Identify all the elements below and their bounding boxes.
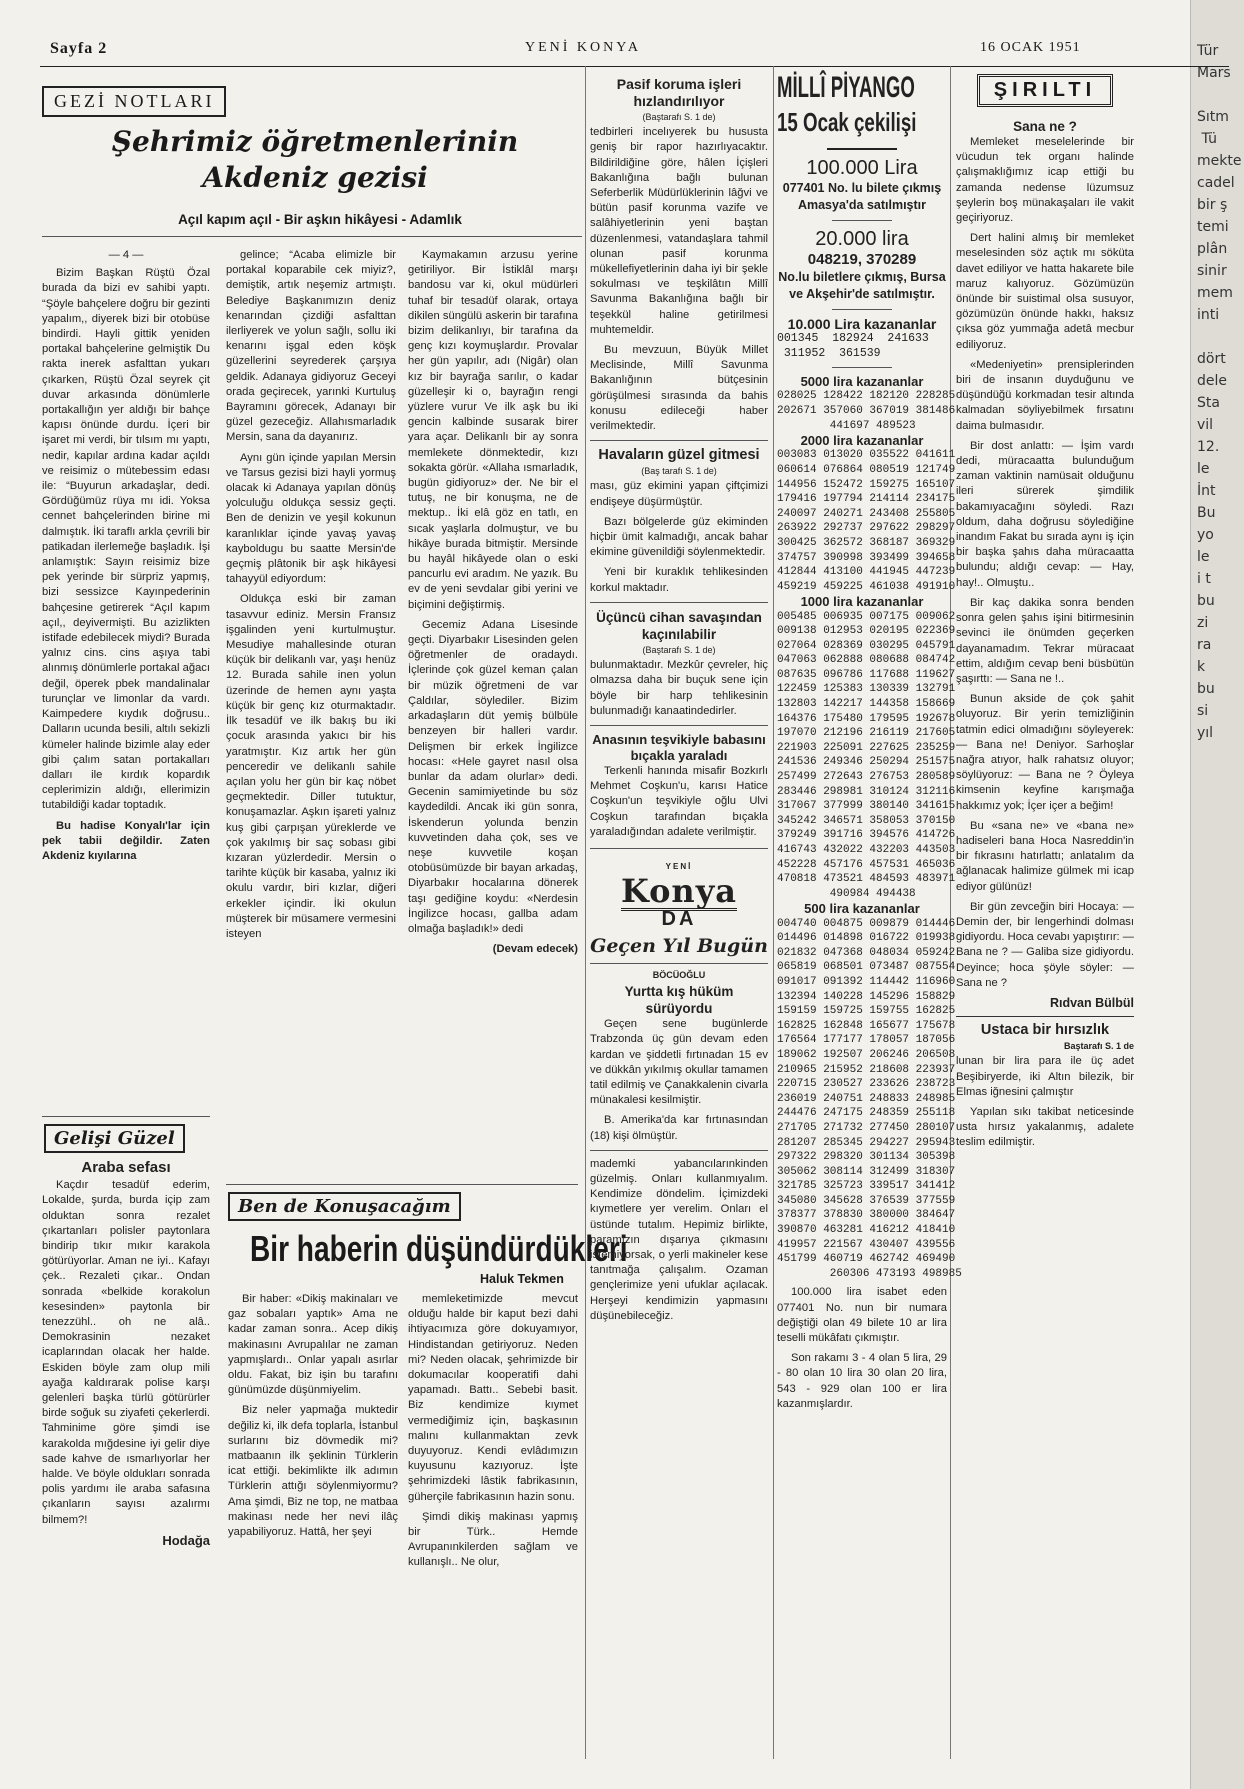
piyango-note: Son rakamı 3 - 4 olan 5 lira, 29 - 80 olan 10 lira 30 olan 20 lira, 543 - 929 olan 100 er lira kazanmışlardır.	[777, 1352, 947, 1410]
prize-500-numbers: 004740 004875 009879 014446 014496 014898 016722 019938 021832 047368 048034 059242 065819 068501 073487 087554 091017 091392 114442 116960 132394 140228 145296 158829 159159 159725 159755 162825 162825 162848 165677 175678 176564 177177 178057 187056 189062 192507 206246 206508 210965 215952 218608 223937 220715 230527 233626 238723 236019 240751 248833 248985 244476 247175 248359 255118 271705 271732 277450 280107 281207 285345 294227 295943 297322 298320 301134 305398 305062 308114 312499 318307 321785 325723 339517 341412 345080 345628 376539 377559 378377 378830 380000 384647 390870 463281 416212 418410 419957 221567 430407 439556 451799 460719 462742 469490 260306 473193 498985	[777, 917, 962, 1280]
issue-date: 16 OCAK 1951	[980, 40, 1081, 55]
section-rule	[42, 1116, 210, 1117]
section-rule	[827, 148, 897, 150]
sirilti-text: «Medeniyetin» prensiplerinden biri de insanın duyduğunu ve düşündüğü korkmadan tesir altında kalmadan söyliyebilmek fırsatını daima bulmasıdır.	[956, 358, 1134, 432]
ucuncu-title: Üçüncü cihan savaşından kaçınılabilir	[596, 609, 762, 642]
gelisi-title: Araba sefası	[81, 1159, 171, 1176]
bende-text: Bir haber: «Dikiş makinaları ve gaz sobaları yaptık» Ama ne kadar zaman sonra.. Acep dikiş makinasını Avrupalılar ne zaman yapmışlardı.. Onlar yapalı asırlar oldu. Fakat, biz işin bu tarafını günümüzde düşünmiyelim.	[228, 1293, 398, 1397]
prize-20000-text: No.lu biletlere çıkmış, Bursa ve Akşehir'de satılmıştır.	[778, 270, 946, 301]
sirilti-text: Memleket meselelerinde bir vücudun tek organı halinde çalışmaklığımız icap ettiği bu zamanda nedense lüzumsuz şeylerin boş münakaşaları ile vakit geçiriyoruz.	[956, 136, 1134, 225]
bende-author: Haluk Tekmen	[480, 1272, 564, 1286]
prize-100000: 100.000 Lira	[806, 157, 918, 179]
section-rule	[590, 725, 768, 726]
ustaca-text: Yapılan sıkı takibat neticesinde usta hırsız yakalanmış, adalete teslim edilmiştir.	[956, 1105, 1134, 1149]
sirilti-text: Bir kaç dakika sonra benden sonra gelen şahıs işini bitirmesinin sevinci ile önümden geçerken dayanamadım. Tekrar müracaat ettim, aldığım cevap beni büsbütün şaşırttı: — Sana ne !..	[956, 596, 1134, 685]
gezi-text: Bu hadise Konyalı'lar için pek tabii değildir. Zaten Akdeniz kıyılarına	[42, 819, 210, 862]
gezi-text: gelince; “Acaba elimizle bir portakal koparabile cek miyiz?, demiştik, artık neşemiz artmıştı. Belediye Başkanımızın deniz kenarından çizdiği asfalttan ilerliyerek ve yolun sağlı, sollu iki kenarını işgal eden köşk güzellerini seyrederek çarşıya geldik. Adanaya gidiyoruz Geceyi orada geçirecek, yarınki Kurtuluş Bayramını görecek, Adanayı bir güzel gezeceğiz. Allahısmarladık Mersin, sana da dayanırız.	[226, 249, 396, 444]
hava-text: Bazı bölgelerde güz ekiminden hiçbir ümit kalmadığı, ancak bahar ekimine güvenildiği söylenmektedir.	[590, 515, 768, 559]
konya-logo	[590, 859, 768, 911]
hava-continued: (Baş tarafı S. 1 de)	[641, 466, 717, 477]
header-rule	[40, 66, 1229, 67]
sirilti-text: Dert halini almış bir memleket meselesinden söz açtık mı söküta davet ediliyor ve hatta hakarete bile maruz kalıyoruz. Gözümüzün önünde bir suistimal olsa susuyor, gözümüzün önünde hakkı, haksız çıksa göz yummağa adetâ mecbur ediliyoruz.	[956, 232, 1134, 351]
ustaca-title: Ustaca bir hırsızlık	[980, 1022, 1110, 1039]
anasi-title: Anasının teşvikiyle babasını bıçakla yaraladı	[592, 731, 766, 763]
prize-100000-text: 077401 No. lu bilete çıkmış Amasya'da satılmıştır	[782, 181, 942, 212]
news-column-4	[590, 76, 768, 1329]
ucuncu-continued: (Baştarafı S. 1 de)	[642, 644, 716, 655]
gezi-part-number: — 4 —	[108, 249, 144, 261]
section-rule	[832, 309, 892, 310]
bende-column-1	[228, 1292, 398, 1545]
sirilti-text: Bunun akside de çok şahit oluyoruz. Bir yerin temizliğinin tatmin edici olmadığını söyleyerek: — Bana ne! Deniyor. Sarhoşlar nağra atıyor, halk rahatsız oluyor; söylüyoruz: — Bana ne ? Öyleya kimsenin keyfine karışmağa hakkımız yok; İçer içer a beğim!	[956, 693, 1134, 812]
gezi-headline	[60, 124, 570, 196]
section-rule	[590, 602, 768, 603]
piyango-note: 100.000 lira isabet eden 077401 No. nun bir numara değiştiği olan 49 bilete 10 ar lira teselli mükâfatı çıkmıştır.	[777, 1286, 947, 1345]
prize-500: 500 lira kazananlar	[804, 901, 920, 917]
yurtta-title: Yurtta kış hüküm sürüyordu	[624, 984, 734, 1017]
piyango-subtitle: 15 Ocak çekilişi	[777, 107, 917, 137]
section-rule	[832, 367, 892, 368]
sirilti-title: Sana ne ?	[1013, 119, 1077, 134]
prize-20000: 20.000 lira	[815, 228, 909, 250]
prize-2000-numbers: 003083 013020 035522 041611 060614 076864 080519 121749 144956 152472 159275 165107 179416 197794 214114 234175 240097 240271 243408 255805 263922 292737 297622 298297 300425 362572 368187 369329 374757 390998 393499 394658 412844 413100 441945 447239 459219 459225 461038 491910	[777, 449, 956, 593]
bende-text: Şimdi dikiş makinası yapmış bir Türk.. Hemde Avrupanınkilerden sağlam ve kullanışlı.. Ne olur,	[408, 1510, 578, 1569]
gecen-yil-title: Geçen Yıl Bugün	[590, 934, 768, 957]
gelisi-text: Kaçdır tesadüf ederim, Lokalde, şurda, burda içip zam olduktan sonra rezalet çıkartanları polisler paytonlara bindirip tıkır mıkır karakola götürüyorlar. Aman ne iyi.. Kafayı çek.. Rezaleti çıkar.. Ondan sonrada «belkide korakolun kesesinden» paytonla bir tenezzühl.. oh ne alâ.. Demokrasinin nezaket icaplarından olacak her halde. Eskiden böyle zam olup mili ayağa kaldırarak polise karşı gelenleri başka türlü götürürler birde soğuk su ziyafeti çekerlerdi. Tahminime göre şimdi ise karakolda mığdesine iyi gelir diye sade kahve de ısmarlıyorlar her halde. Ve böyle oldukları sonrada polis yardımı ile araba safasına çıkanların sayısı azalırmı bilmem?!	[42, 1179, 210, 1526]
page-header	[50, 40, 1224, 64]
piyango-title: MİLLÎ PİYANGO	[777, 71, 915, 104]
section-rule	[590, 440, 768, 441]
section-rule	[226, 1184, 578, 1185]
bende-section-box	[228, 1192, 461, 1221]
page-number: Sayfa 2	[50, 40, 108, 57]
sirilti-text: Bir dost anlattı: — İşim vardı dedi, müracaatta bulunduğum zaman vaktinin namüsait olduğunu ileri sürerek şimdilik bakamıyacağını söyledi. Razı oldum, daha doğrusu söylediğine inandım Fakat bu sırada aynı iş için bir başka şahıs daha müracaatta bulundu; aldığı cevap: — Hay, hay!.. Olmuştu..	[956, 439, 1134, 589]
gezi-text: Gecemiz Adana Lisesinde geçti. Diyarbakır Lisesinden gelen öğretmenler de oradaydı. İçlerinde çok güzel keman çalan bir müzik öğretmeni de var Çaldılar, söylediler. Bizim arkadaşların düt yemiş bülbüle benzeyen bir halleri vardır. Delişmen bir erkek İngilizce hocası: «Hele gayret nasıl olsa bunlar da adam olurlar» dedi. Gecenin samimiyetinde bu söz kaydedildi. Ancak iki gün sonra, İskenderun yolunda benzin kuvvetinden daha çok, ses ve neşe kuvvetile koşan otobüsümüzde bir bayan arkadaş, Diyarbakır hocalarına dönerek taşı gediğine koydu: «Nerdesin İngilizce hocası, gallba adam olmağa başladık!» dedi	[408, 618, 578, 935]
gezi-subtitle: Açıl kapım açıl - Bir aşkın hikâyesi - Adamlık	[178, 212, 462, 227]
bende-text: memleketimizde mevcut olduğu halde bir kaput bezi dahi ihtiyacımıza göre dokuyamıyor, Hindistandan getiriyoruz. Neden mi? Neden olacak, şehrimizde bir dokumacılar kooperatifi dahi yapamadı. Battı.. Sebebi basit. Biz kendimize kıymet vermediğimiz için, başkasının malını kullanmaktan zevk duyuyoruz. Kendi evlâdımızın kuyusunu kazıyoruz. İşte şehrimizdeki lâstik fabrikasının, güherçile fabrikasının hazin sonu.	[408, 1293, 578, 1503]
gelisi-section-box	[44, 1124, 185, 1153]
gezi-section-label: GEZİ NOTLARI	[42, 86, 226, 117]
gezi-column-2	[226, 248, 396, 947]
konya-da: DA	[661, 907, 697, 930]
adjacent-page-text: Tür Mars Sıtm Tü mekte cadel bir ş temi plân sinir mem inti dört dele Sta vil 12. le İnt Bu yo le i t bu zi ra k bu si yıl	[1197, 43, 1242, 741]
sirilti-text: Bir gün zevceğin biri Hocaya: — Demin der, bir lengerhindi dolması gidiyordu. Hoca cevabı yapıştırır: — Bana ne ? — Galiba size gidiyordu. Deyince; hoca şöyle söyler: — Sana ne ?	[956, 900, 1134, 989]
piyango-subtitle-wrap	[777, 106, 947, 140]
gelisi-column	[42, 1160, 210, 1548]
bende-headline: Bir haberin düşündürdükleri	[250, 1228, 628, 1269]
bende-column-2	[408, 1292, 578, 1576]
continued-note: (Devam edecek)	[492, 943, 578, 956]
gezi-headline-line1: Şehrimiz öğretmenlerinin	[111, 125, 519, 158]
section-rule	[956, 1016, 1134, 1017]
column-divider	[585, 66, 586, 1759]
section-rule	[832, 220, 892, 221]
hava-title: Havaların güzel gitmesi	[598, 447, 760, 464]
ustaca-continued: Baştarafı S. 1 de	[1063, 1041, 1134, 1052]
piyango-column	[777, 70, 962, 1417]
prize-2000: 2000 lira kazananlar	[800, 433, 924, 449]
hava-text: Yeni bir kuraklık tehlikesinden korkul maktadır.	[590, 566, 768, 594]
bende-section-label: Ben de Konuşacağım	[228, 1192, 461, 1221]
yurtta-text: B. Amerika'da kar fırtınasından (18) kişi ölmüştür.	[590, 1114, 768, 1142]
gezi-text: Bizim Başkan Rüştü Özal burada da bizi ev sahibi yaptı. “Şöyle bahçelere doğru bir gezinti yapalım,, diyerek bizi bir otobüse bindirdi. Hayli gittik yeniden portakal bahçelerine gelmiştik Du rakta inerek asfalttan yukarı çıkarken, Rüştü Özal seyrek çit duvar arkasında dönümlerle portakallığın yer aldığı bir bahçe kapısı önünde durdu. İçeri bir işaret mi verdi, bir tılsım mı yaptı, nedir, kapılar ardına kadar açıldı ve reisimiz o mütebessim edası ile: “Buyurun arkadaşlar, dedi. Gördüğümüz rüya mı idi. Yoksa cennet bahçelerinden birine mi dalmıştık. İki taraflı arkla çevrili bir patikadan ilerlemeğe başladık. İşi anlamıştık: Sayın reisimiz bize pek yerinde bir sürpriz yapmış, bizi sessizce Kayınpederinin bahçesine getirerek “Açıl kapım açıl,, deyivermişti. Bu azizlikten istifade edebilecek miydi? Burada yalnız cins. cins aşıya tabi alınmış dönümlerle portakal ağacı değil, öperek pbek mandalinalar turunçlar ve limonlar da vardı. Kaimpedere kıydık doğrusu.. Dalların ucunda besili, altılı sekizli kümeler halinde bizimle alay eder gibi çalım satan portakalları dalları ile kırdık kopardık ceplerimizin aldığı, ellerimizin tutabildiği kadar toptadık.	[42, 267, 210, 812]
column-divider	[773, 66, 774, 1759]
gelisi-author: Hodağa	[162, 1532, 210, 1548]
anasi-text: Terkenli hanında misafir Bozkırlı Mehmet Coşkun'u, karısı Hatice Coşkun'un teşvikiyle oğlu Ulvi Coşkun tarafından bıçakla yaraladığından adalete verilmiştir.	[590, 764, 768, 838]
section-rule	[590, 963, 768, 964]
gezi-headline-line2: Akdeniz gezisi	[202, 161, 428, 194]
gezi-text: Aynı gün içinde yapılan Mersin ve Tarsus gezisi bizi hayli yormuş olacak ki Adanaya yapılan dönüş yolculuğu oldukça sessiz geçti. Ben de denizin ve yeşil kokunun karanlıklar içinde yavaş yavaş kayboldugu bu saatte Mersin'de geçmiş plâtonik bir aşk hikâyesi tahayyül ediyordum:	[226, 451, 396, 586]
sirilti-author: Rıdvan Bülbül	[1049, 995, 1134, 1010]
konya-logo-title: Konya	[620, 872, 738, 911]
pasif-text: tedbirleri incelıyerek bu hususta geniş bir rapor hazırlıyacaktır. Bildirildiğine göre, hâlen İçişleri Bakanlığına bağlı bulunan Seferberlik Müdürlüklerinin lâğvi ve bütün pasif korunma vazife ve salâhiyetlerinin yeni baştan düzenlenmesi, vatandaşlara tahmil olunan pasif korunma mükellefiyetlerinin daha iyi bir şekle sokulması ve teşkilâtın Millî Savunma Bakanlığına bağlı bir teşekkül haline getirilmesi muhtemeldir.	[590, 126, 768, 336]
sirilti-section-label: ŞIRILTI	[977, 74, 1113, 107]
gezi-text: Oldukça eski bir zaman tasavvur ediniz. Mersin Fransız işgalinden yeni kurtulmuştur. Mesudiye mahallesinde oturan küçük bir delikanlı var, yaşı henüz 12. Burada sahile inen yolun üzerinde de hemen aynı yaşta küçük bir genç kız oturmaktadır. İlk tesadüf ve ilk bakış bu iki çocuk arasında yakıcı bir his yaratmıştır. Kız artık her gün penceredir ve delikanlı sahile açılan yolu her gün bir kaç nöbet geçmektedir. Diller tutuktur, konuşamazlar. Aşkın işareti yalnız kuş gibi çarpışan yüreklerde ve çok yakılmış bir saç sobası gibi kızaran yüzlerdedir. Mersin o tarihte küçük bir kasaba, yalnız iki okulu vardır, biri kızlar, diğeri erkekler içindir. İki okulun müşterek bir müsamere vermesini isteyen	[226, 593, 396, 940]
gecen-yil-author: BÖCÜOĞLU	[652, 969, 706, 980]
prize-10000-numbers: 001345 182924 241633 311952 361539	[777, 332, 929, 360]
sirilti-section-box	[956, 74, 1134, 107]
sirilti-column	[956, 118, 1134, 1156]
ucuncu-text: bulunmaktadır. Mezkûr çevreler, hiç olmazsa daha bir buçuk sene için böyle bir harp tehlikesinin bulunmadığı kanaatindedirler.	[590, 659, 768, 717]
gezi-text: Kaymakamın arzusu yerine getiriliyor. Bir İstiklâl marşı bandosu var ki, okul müdürleri tuhaf bir tesadüf olarak, ortaya dikilen süngülü askerin bir tarafına bizim delikanlıyı, bir tarafına da genç kızı koymuşlardır. Provalar her gün yapılır, adı (Nigâr) olan kız bir bayrağa sarılır, o kadar güzelleşir ki o, bayrağın rengi yüzlere vurur Ve ilk aşk bu iki gencin kalbinde susarak birer yara açar. Delikanlı bir ay sonra memlekete dönmektedir, kızı sokakta görür. «Allaha ısmarladık, bugün gidiyoruz» der. Ne bir el tutuş, ne bir konuşma, ne de mektup.. İki elâ göz en tatlı, en sıcak yaşlarla dolmuştur, ve bu hikâye burada bitmiştir. Mersinde bu hayâl hikâyede olan o eski pancurlu evi aradım. Ne yazık. Bu ev de yeni sevdalar gibi yerini ve biçimini değiştirmiş.	[408, 249, 578, 611]
bende-continuation-text: mademki yabancılarınkinden güzelmiş. Onları kullanmıyalım. Kendimize döndelim. İçimizdeki kıymetlere yer verelim. Onları el üstünde tutalım. Hepimiz birlikte, paramızın dışarıya çıkmasını istemiyorsak, o yerli makineler kese tanıtmağa çalışalım. Ozaman gençlerimize yeni ufuklar açılacak. Herşeyi kendimizin yapmasını düşünebileceğiz.	[590, 1157, 768, 1322]
prize-10000: 10.000 Lira kazananlar	[787, 316, 937, 332]
column-divider	[950, 66, 951, 1759]
prize-5000: 5000 lira kazananlar	[800, 374, 924, 390]
gezi-column-1	[42, 248, 210, 869]
prize-1000: 1000 lira kazananlar	[800, 594, 924, 610]
prize-5000-numbers: 028025 128422 182120 228285 202671 357060 367019 381486 441697 489523	[777, 390, 956, 432]
gezi-section-box	[42, 86, 307, 117]
pasif-continued: (Baştarafı S. 1 de)	[642, 112, 716, 122]
bende-text: Biz neler yapmağa muktedir değiliz ki, ilk defa toplarla, İstanbul surlarını biz dövmedik mi? matbaanın ilk şeklinin Türklerin icat ettiği. bekimlikte ilk adımın Türklerin attığı söylenmiyormu? Ama şimdi, Biz ne top, ne matbaa makinası nede her nevi ilâç yapabiliyoruz. Hattâ, her şeyi	[228, 1404, 398, 1539]
gezi-subtitle-rule	[42, 236, 582, 237]
bende-headline-wrap	[250, 1228, 628, 1270]
yurtta-text: Geçen sene bugünlerde Trabzonda üç gün devam eden kardan ve şiddetli fırtınadan 15 ev ve dükkân yıkılmış okullar tamamen tatil edilmiş ve Çanakkalenin civarla münakalesi kesilmiştir.	[590, 1018, 768, 1107]
piyango-title-wrap	[777, 70, 947, 106]
ustaca-text: lunan bir lira para ile üç adet Beşibiryerde, iki Altın bilezik, bir Elmas iğnesini çalmıştır	[956, 1055, 1134, 1098]
section-rule	[590, 1150, 768, 1151]
section-rule	[590, 848, 768, 849]
sirilti-text: Bu «sana ne» ve «bana ne» hadiseleri bana Hoca Nasreddin'in bir fıkrasını hatırlattı; anlatalım da ağlanacak halimize gülmek mi icap ediyor gülünüz!	[956, 819, 1134, 893]
gezi-column-3	[408, 248, 578, 957]
konya-logo-small: YENİ	[665, 861, 693, 871]
prize-1000-numbers: 005485 006935 007175 009062 009138 012953 020195 022369 027064 028369 030295 045791 047063 062888 080688 084742 087635 096786 117688 119627 122459 125383 130339 132791 132803 142217 144358 158669 164376 175480 179595 192678 197070 212196 216119 217605 221903 225091 227625 235259 241536 249346 250294 251575 257499 272643 276753 280589 283446 298981 310124 312116 317067 377999 380140 341615 345242 346571 358053 370150 379249 391716 394576 414726 416743 432022 432203 443503 452228 457176 457531 465036 470818 473521 484593 483971 490984 494438	[777, 610, 956, 900]
pasif-text: Bu mevzuun, Büyük Millet Meclisinde, Millî Savunma Bakanlığının bütçesinin görüşülmesi sırasında da bahis konusu edileceği haber verilmektedir.	[590, 344, 768, 433]
paper-name: YENİ KONYA	[525, 40, 641, 55]
gelisi-section-label: Gelişi Güzel	[44, 1124, 185, 1153]
prize-20000-numbers: 048219, 370289	[807, 251, 917, 268]
hava-text: ması, güz ekimini yapan çiftçimizi endişeye düşürmüştür.	[590, 480, 768, 508]
adjacent-page-edge	[1190, 0, 1244, 1789]
pasif-title: Pasif koruma işleri hızlandırılıyor	[616, 76, 742, 109]
